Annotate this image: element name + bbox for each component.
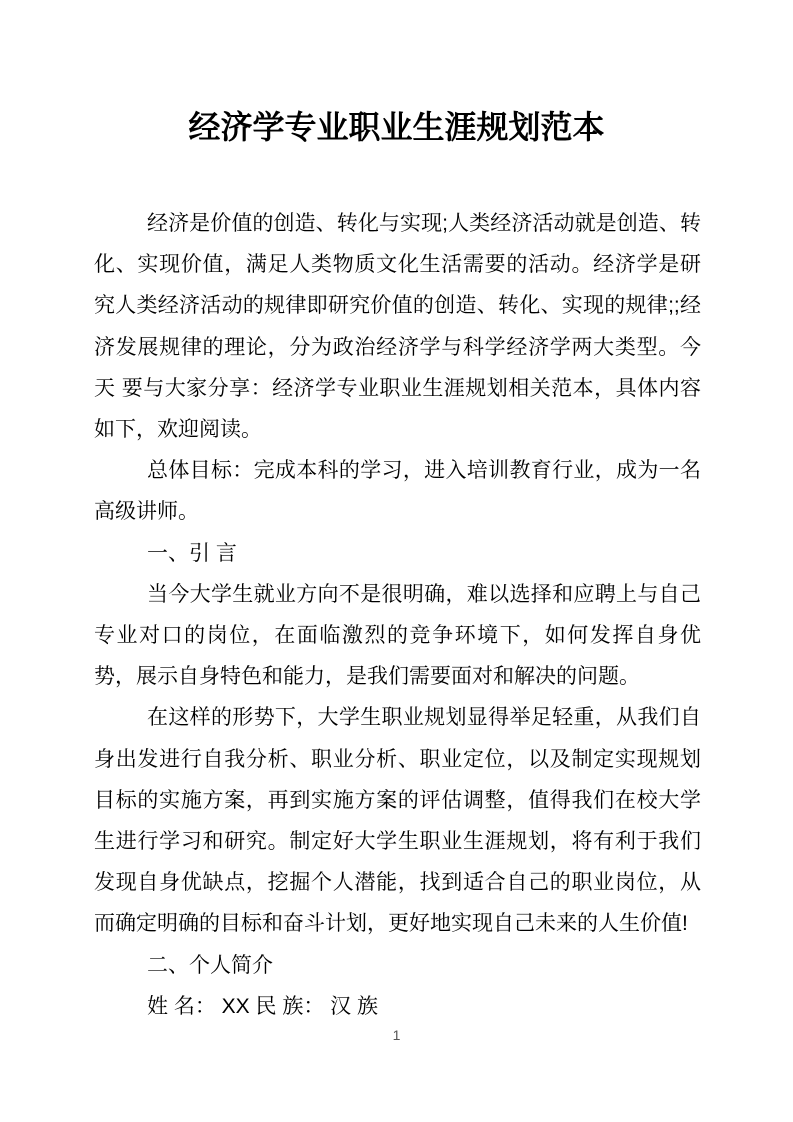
section-heading-introduction: 一、引 言 [147, 541, 237, 565]
paragraph-overall-goal: 总体目标：完成本科的学习，进入培训教育行业，成为一名高级讲师。 [94, 459, 701, 524]
page-number: 1 [392, 1027, 401, 1043]
document-title: 经济学专业职业生涯规划范本 [188, 109, 605, 145]
section-heading-personal-profile: 二、个人简介 [147, 953, 273, 977]
paragraph-name-ethnicity: 姓 名： XX 民 族： 汉 族 [147, 994, 379, 1018]
paragraph-intro: 经济是价值的创造、转化与实现;人类经济活动就是创造、转化、实现价值，满足人类物质文化生活需要的活动。经济学是研究人类经济活动的规律即研究价值的创造、转化、实现的规律;;经济发展规律的理论，分为政治经济学与科学经济学两大类型。今天 要与大家分享：经济学专业职业生涯规划相关范本，具体内容如下，欢迎阅读。 [94, 212, 701, 442]
paragraph-employment-direction: 当今大学生就业方向不是很明确，难以选择和应聘上与自己专业对口的岗位，在面临激烈的竞争环境下，如何发挥自身优势，展示自身特色和能力，是我们需要面对和解决的问题。 [94, 582, 701, 689]
document-body [94, 203, 701, 1027]
paragraph-career-planning-importance: 在这样的形势下，大学生职业规划显得举足轻重，从我们自身出发进行自我分析、职业分析、职业定位，以及制定实现规划目标的实施方案，再到实施方案的评估调整，值得我们在校大学生进行学习和研究。制定好大学生职业生涯规划，将有利于我们发现自身优缺点，挖掘个人潜能，找到适合自己的职业岗位，从而确定明确的目标和奋斗计划，更好地实现自己未来的人生价值! [94, 706, 701, 936]
